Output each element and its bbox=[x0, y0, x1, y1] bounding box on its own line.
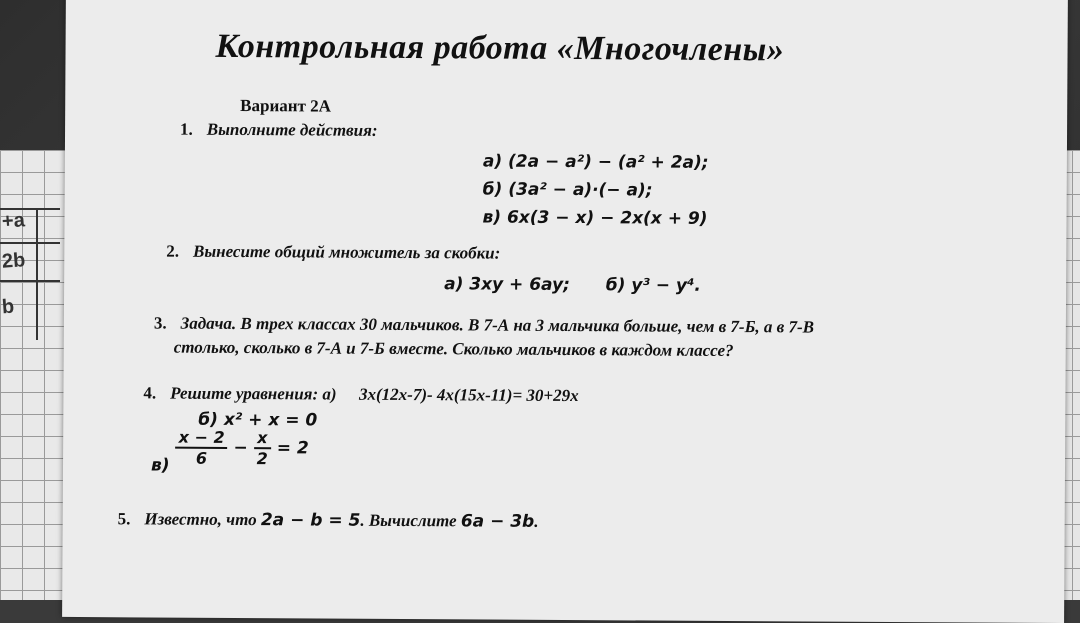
ruled-line bbox=[36, 210, 38, 340]
math-expression: (3a² − a)·(− a); bbox=[508, 179, 653, 201]
fraction bbox=[175, 428, 227, 468]
task-1-heading bbox=[180, 120, 378, 141]
task-text: . Вычислите bbox=[360, 510, 457, 531]
punctuation: . bbox=[534, 511, 539, 531]
math-expression: 3x(12x-7)- 4x(15x-11)= 30+29x bbox=[359, 384, 579, 406]
task-number: 5. bbox=[117, 509, 131, 529]
task-instruction: Вынесите общий множитель за скобки: bbox=[193, 241, 501, 263]
equation-rhs: = 2 bbox=[276, 438, 309, 459]
math-expression: 6x(3 − x) − 2x(x + 9) bbox=[506, 207, 708, 229]
math-expression: y³ − y⁴. bbox=[631, 275, 701, 296]
task-1b bbox=[483, 179, 653, 200]
task-4c bbox=[151, 427, 309, 476]
handwritten-note: 2b bbox=[1, 249, 27, 273]
item-label: а) bbox=[444, 274, 464, 295]
task-1c bbox=[482, 207, 707, 228]
worksheet bbox=[62, 0, 1068, 623]
minus-sign: − bbox=[233, 437, 248, 459]
item-label: б) bbox=[482, 179, 503, 200]
task-number: 2. bbox=[166, 241, 180, 261]
item-label: б) bbox=[198, 409, 218, 430]
fraction-numerator: x bbox=[254, 428, 271, 449]
ruled-line bbox=[0, 242, 60, 244]
fraction bbox=[254, 428, 271, 468]
task-number: 3. bbox=[153, 313, 167, 333]
fraction-numerator: x − 2 bbox=[176, 428, 228, 449]
item-label: в) bbox=[150, 455, 170, 476]
math-expression: 3xy + 6ay; bbox=[469, 274, 570, 296]
task-number: 4. bbox=[143, 383, 157, 403]
handwritten-note: +a bbox=[1, 209, 26, 233]
task-3-line-2: столько, сколько в 7-А и 7-Б вместе. Сколько мальчиков в каждом классе? bbox=[173, 337, 734, 361]
task-instruction: Решите уравнения: bbox=[170, 383, 319, 404]
task-1a bbox=[483, 151, 709, 172]
variant-label: Вариант 2А bbox=[240, 96, 332, 116]
task-4-heading bbox=[143, 383, 578, 406]
task-2-heading bbox=[166, 242, 500, 264]
math-expression: (2a − a²) − (a² + 2a); bbox=[507, 151, 709, 173]
item-label: а) bbox=[322, 384, 337, 404]
item-label: а) bbox=[482, 151, 503, 172]
ruled-line bbox=[0, 280, 60, 282]
math-expression: 2a − b = 5 bbox=[260, 510, 361, 531]
task-text: Задача. В трех классах 30 мальчиков. В 7-А на 3 мальчика больше, чем в 7-Б, а в 7-В bbox=[180, 313, 815, 337]
task-2-items bbox=[444, 274, 701, 296]
fraction-denominator: 2 bbox=[256, 449, 268, 469]
task-3-line-1 bbox=[154, 313, 814, 337]
task-number: 1. bbox=[180, 119, 193, 139]
task-instruction: Выполните действия: bbox=[206, 119, 378, 140]
page-title: Контрольная работа «Многочлены» bbox=[215, 27, 785, 69]
handwritten-note: b bbox=[1, 295, 15, 319]
math-expression: x² + x = 0 bbox=[223, 409, 318, 431]
item-label: б) bbox=[605, 275, 626, 296]
fraction-denominator: 6 bbox=[195, 448, 208, 468]
item-label: в) bbox=[482, 207, 502, 228]
math-expression: 6a − 3b bbox=[460, 511, 535, 532]
task-5 bbox=[118, 509, 539, 532]
task-text: Известно, что bbox=[144, 509, 257, 530]
